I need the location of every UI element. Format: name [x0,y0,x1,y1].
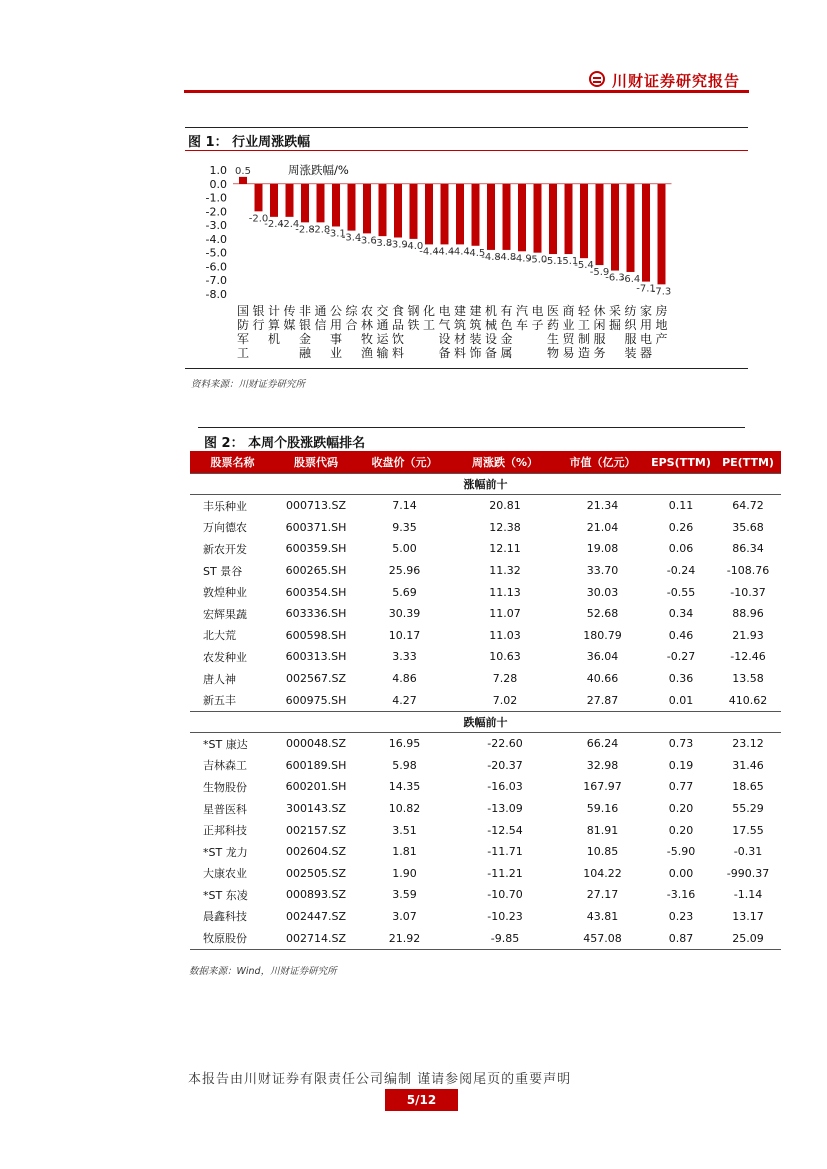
cell-stock-name: 生物股份 [203,780,247,794]
bar-商业贸易 [565,184,573,254]
bar-轻工制造 [580,184,588,258]
cell-weekly-change: 7.02 [492,693,518,707]
cell-pe: -12.46 [730,650,766,664]
cell-weekly-change: -11.71 [487,845,523,859]
category-label: 建筑装饰 [469,304,482,360]
cell-market-cap: 104.22 [583,866,622,880]
bar-value-label: -6.3 [605,272,625,284]
cell-stock-code: 002505.SZ [285,866,346,880]
bar-通信 [317,184,325,223]
bar-value-label: -5.0 [527,254,548,266]
cell-market-cap: 167.97 [583,780,622,794]
company-logo-icon [589,71,605,87]
cell-weekly-change: 10.63 [489,650,521,664]
bar-电气设备 [441,184,449,245]
bar-电子 [534,184,542,253]
stock-ranking-table [190,451,781,950]
cell-close-price: 3.59 [392,888,417,902]
category-label: 钢铁 [407,304,420,332]
y-tick-label: 0.0 [209,177,227,191]
cell-pe: 18.65 [732,780,764,794]
bar-交通运输 [379,184,387,236]
cell-stock-code: 600313.SH [285,650,347,664]
table-row [190,776,781,798]
cell-weekly-change: -9.85 [452,927,558,949]
category-label: 计算机 [267,304,281,346]
cell-weekly-change: 12.11 [489,542,521,556]
cell-close-price: 10.82 [388,802,421,816]
report-header-title: 川财证券研究报告 [612,72,741,90]
cell-pe: 35.68 [732,520,764,534]
bar-建筑材料 [456,184,464,245]
cell-weekly-change: 20.81 [489,499,521,513]
category-label: 房地产 [655,304,668,346]
cell-close-price: 3.51 [392,823,417,837]
cell-eps: -3.16 [666,888,696,902]
cell-stock-name: 正邦科技 [203,824,247,838]
category-label: 汽车 [515,304,529,332]
cell-pe: -1.14 [733,888,763,902]
cell-eps: 0.36 [668,672,694,686]
bar-综合 [348,184,356,231]
table-row [190,646,781,668]
figure1-bottom-rule [185,368,748,369]
cell-market-cap: 10.85 [586,845,619,859]
y-tick-label: -5.0 [205,246,227,260]
bar-value-label: -2.0 [248,213,269,225]
cell-pe: 21.93 [732,628,764,642]
bar-非银金融 [301,184,309,223]
cell-stock-name: 唐人神 [203,672,236,686]
table-row [190,884,781,906]
cell-close-price: 25.96 [388,564,421,578]
bar-value-label: -3.1 [326,228,346,240]
cell-stock-code: 600598.SH [285,628,347,642]
cell-stock-code: 600354.SH [285,585,347,599]
cell-stock-name: 大康农业 [203,867,247,881]
bar-value-label: -2.8 [310,224,331,236]
cell-eps: 0.11 [668,499,694,513]
bar-房地产 [658,184,666,285]
category-label: 建筑材料 [453,304,467,360]
bar-value-label: -3.6 [357,235,377,247]
cell-close-price: 16.95 [388,737,421,751]
cell-stock-name: 吉林森工 [203,759,247,773]
table-row [190,732,781,754]
bar-计算机 [270,184,278,217]
header-eps: EPS(TTM) [647,451,715,474]
cell-stock-code: 002604.SZ [285,845,346,859]
cell-stock-name: *ST 康达 [203,737,248,751]
figure2-top-rule [198,427,745,428]
category-label: 医药生物 [546,304,560,360]
table-header-row [190,451,781,474]
category-label: 通信 [314,304,327,332]
bar-value-label: -4.0 [403,240,424,252]
category-label: 综合 [345,304,358,332]
cell-market-cap: 52.68 [586,607,619,621]
header-stock-name: 股票名称 [190,451,275,474]
category-label: 交通运输 [376,304,389,360]
figure1-title-rule [185,150,748,151]
table-row [190,495,781,517]
bar-value-label: -4.9 [512,253,532,265]
figure2-source: 数据来源：Wind，川财证券研究所 [189,966,337,977]
industry-weekly-change-chart [185,152,748,367]
category-label: 电子 [531,304,544,332]
category-label: 有色金属 [500,304,513,360]
gainers-section-row [190,474,781,495]
cell-stock-code: 600371.SH [285,520,347,534]
bar-value-label: -5.1 [543,256,563,268]
cell-stock-code: 600189.SH [285,758,347,772]
cell-weekly-change: 12.38 [489,520,521,534]
cell-stock-name: *ST 龙力 [203,845,248,859]
cell-market-cap: 457.08 [558,927,647,949]
cell-pe: 64.72 [732,499,764,513]
category-label: 非银金融 [298,304,312,360]
bar-传媒 [286,184,294,217]
footer-disclaimer: 本报告由川财证券有限责任公司编制 谨请参阅尾页的重要声明 [188,1072,572,1087]
bar-采掘 [611,184,619,271]
cell-eps: 0.46 [668,628,694,642]
bar-钢铁 [410,184,418,239]
table-row [190,689,781,711]
cell-eps: 0.01 [668,693,694,707]
bar-农林牧渔 [363,184,371,234]
bar-纺织服装 [627,184,635,272]
bar-value-label: -5.4 [574,260,594,272]
category-label: 采掘 [608,304,622,332]
category-label: 食品饮料 [391,304,405,360]
bar-value-label: -4.4 [419,246,439,258]
cell-pe: 13.58 [732,672,764,686]
header-market-cap: 市值（亿元） [558,451,647,474]
figure2-title: 图 2： 本周个股涨跌幅排名 [204,436,366,451]
bar-建筑装饰 [472,184,480,246]
header-divider [184,90,749,93]
cell-weekly-change: -12.54 [487,823,523,837]
header-weekly-change: 周涨跌（%） [452,451,558,474]
table-row [190,863,781,885]
cell-eps: 0.77 [668,780,694,794]
cell-market-cap: 32.98 [586,758,619,772]
cell-market-cap: 66.24 [586,737,619,751]
category-label: 化工 [422,304,436,332]
category-label: 商业贸易 [562,304,575,360]
cell-eps: 0.20 [668,823,694,837]
table-row [190,927,781,949]
y-tick-label: -7.0 [205,274,227,288]
cell-eps: 0.26 [668,520,694,534]
category-label: 农林牧渔 [360,304,374,360]
bar-value-label: -4.8 [481,251,501,263]
figure1-source: 资料来源：川财证券研究所 [191,379,306,390]
y-tick-label: -6.0 [205,260,227,274]
cell-market-cap: 43.81 [586,909,619,923]
cell-stock-name: 新五丰 [203,694,236,708]
cell-market-cap: 30.03 [586,585,619,599]
cell-stock-code: 002157.SZ [285,823,346,837]
figure1-title: 图 1： 行业周涨跌幅 [188,135,311,150]
table-row [190,906,781,928]
cell-eps: 0.73 [668,737,694,751]
bar-value-label: -3.4 [341,232,362,244]
cell-close-price: 3.07 [392,909,417,923]
cell-stock-code: 000893.SZ [285,888,346,902]
cell-pe: 13.17 [732,909,764,923]
cell-stock-name: 敦煌种业 [203,586,247,600]
bar-value-label: -4.4 [434,246,455,258]
cell-stock-code: 300143.SZ [285,802,346,816]
table-row [190,798,781,820]
chart-legend-label: 周涨跌幅/% [288,163,349,177]
cell-pe: -990.37 [726,866,770,880]
section-label: 涨幅前十 [190,474,781,495]
category-label: 公用事业 [329,304,343,360]
header-close-price: 收盘价（元） [357,451,452,474]
losers-section-row [190,711,781,732]
cell-market-cap: 40.66 [586,672,619,686]
category-label: 传媒 [283,304,296,332]
cell-stock-code: 002714.SZ [275,927,357,949]
bar-国防军工 [239,177,247,184]
cell-close-price: 21.92 [357,927,452,949]
bar-value-label: -5.1 [558,256,579,268]
bar-化工 [425,184,433,245]
cell-stock-code: 600359.SH [285,542,347,556]
bar-value-label: -4.4 [450,246,470,258]
cell-eps: 0.20 [668,802,694,816]
bar-value-label: -7.1 [636,283,656,295]
cell-market-cap: 27.87 [586,693,619,707]
cell-close-price: 14.35 [388,780,421,794]
cell-close-price: 7.14 [392,499,417,513]
y-tick-label: -1.0 [205,191,227,205]
bar-银行 [255,184,263,212]
y-tick-label: -2.0 [205,205,227,219]
table-row [190,517,781,539]
cell-stock-name: 丰乐种业 [203,499,247,513]
cell-stock-code: 600975.SH [285,693,347,707]
cell-stock-name: 牧原股份 [190,927,275,949]
table-row [190,819,781,841]
bar-休闲服务 [596,184,604,265]
cell-eps: 0.34 [668,607,694,621]
cell-market-cap: 19.08 [586,542,619,556]
cell-stock-name: 万向德农 [203,521,247,535]
cell-close-price: 5.69 [392,585,417,599]
cell-stock-code: 002447.SZ [285,909,346,923]
cell-pe: 410.62 [728,693,768,707]
cell-weekly-change: 11.32 [489,564,521,578]
table-row [190,841,781,863]
cell-weekly-change: -10.23 [487,909,523,923]
category-label: 国防军工 [236,304,250,360]
category-label: 轻工制造 [577,304,591,360]
bar-value-label: -5.9 [589,267,610,279]
cell-close-price: 10.17 [388,628,421,642]
y-tick-label: 1.0 [209,164,227,177]
bar-value-label: -4.8 [496,251,517,263]
cell-stock-code: 600265.SH [285,564,347,578]
category-label: 电气设备 [438,304,451,360]
cell-weekly-change: -10.70 [487,888,523,902]
bar-value-label: -3.8 [372,238,393,250]
cell-pe: 17.55 [732,823,764,837]
cell-stock-code: 000713.SZ [285,499,346,513]
category-label: 机械设备 [484,304,498,360]
cell-stock-name: 北大荒 [203,629,236,643]
bar-value-label: -2.4 [264,218,284,230]
cell-close-price: 4.86 [392,672,417,686]
cell-close-price: 1.90 [392,866,417,880]
y-tick-label: -3.0 [205,219,227,233]
cell-eps: -5.90 [666,845,696,859]
cell-pe: 31.46 [732,758,764,772]
cell-stock-code: 000048.SZ [285,737,346,751]
cell-pe: 86.34 [732,542,764,556]
cell-weekly-change: 11.13 [489,585,521,599]
bar-公用事业 [332,184,340,227]
header-stock-code: 股票代码 [275,451,357,474]
bar-value-label: -7.3 [651,286,672,298]
cell-market-cap: 36.04 [586,650,619,664]
cell-stock-name: 星普医科 [203,802,247,816]
cell-weekly-change: 11.07 [489,607,521,621]
cell-stock-name: *ST 东凌 [203,888,248,902]
table-row [190,755,781,777]
bar-食品饮料 [394,184,402,238]
y-tick-label: -4.0 [205,232,227,246]
cell-close-price: 3.33 [392,650,417,664]
cell-weekly-change: -22.60 [487,737,523,751]
bar-value-label: -3.9 [388,239,408,251]
cell-pe: -10.37 [730,585,766,599]
figure1-top-rule [185,127,748,128]
bar-value-label: -2.4 [279,218,300,230]
cell-market-cap: 33.70 [586,564,619,578]
cell-weekly-change: 11.03 [489,628,521,642]
cell-market-cap: 81.91 [586,823,619,837]
cell-stock-name: ST 景谷 [203,564,243,578]
cell-eps: 0.23 [668,909,694,923]
table-row [190,603,781,625]
header-pe: PE(TTM) [715,451,781,474]
cell-eps: -0.24 [666,564,696,578]
table-row [190,538,781,560]
table-row [190,560,781,582]
cell-stock-name: 宏辉果蔬 [203,607,247,621]
cell-eps: 0.87 [647,927,715,949]
table-row [190,581,781,603]
cell-pe: 25.09 [715,927,781,949]
category-label: 银行 [252,304,265,332]
cell-weekly-change: -16.03 [487,780,523,794]
cell-market-cap: 27.17 [586,888,619,902]
cell-close-price: 5.00 [392,542,417,556]
cell-stock-name: 晨鑫科技 [203,910,247,924]
cell-market-cap: 59.16 [586,802,619,816]
cell-stock-code: 002567.SZ [285,672,346,686]
cell-weekly-change: -11.21 [487,866,523,880]
bar-value-label: -6.4 [620,273,641,285]
cell-eps: 0.06 [668,542,694,556]
cell-eps: -0.55 [666,585,696,599]
cell-eps: -0.27 [666,650,696,664]
cell-weekly-change: -13.09 [487,802,523,816]
bar-汽车 [518,184,526,252]
cell-pe: -108.76 [726,564,770,578]
cell-market-cap: 180.79 [583,628,622,642]
bar-value-label: -2.8 [295,224,315,236]
cell-pe: -0.31 [733,845,763,859]
cell-close-price: 30.39 [388,607,421,621]
category-label: 休闲服务 [593,304,606,360]
cell-pe: 23.12 [732,737,764,751]
cell-stock-code: 603336.SH [285,607,347,621]
cell-market-cap: 21.04 [586,520,619,534]
cell-close-price: 9.35 [392,520,417,534]
cell-eps: 0.19 [668,758,694,772]
bar-value-label: 0.5 [235,165,251,177]
cell-close-price: 4.27 [392,693,417,707]
cell-pe: 88.96 [732,607,764,621]
cell-stock-name: 农发种业 [203,650,247,664]
bar-有色金属 [503,184,511,250]
section-label: 跌幅前十 [190,711,781,732]
y-tick-label: -8.0 [205,288,227,301]
cell-close-price: 1.81 [392,845,417,859]
cell-pe: 55.29 [732,802,764,816]
table-row [190,625,781,647]
page-number: 5/12 [385,1089,458,1111]
bar-家用电器 [642,184,650,282]
cell-stock-code: 600201.SH [285,780,347,794]
cell-market-cap: 21.34 [586,499,619,513]
cell-stock-name: 新农开发 [203,542,247,556]
cell-eps: 0.00 [668,866,694,880]
category-label: 纺织服装 [624,304,637,360]
table-row [190,668,781,690]
bar-value-label: -4.5 [465,247,486,259]
bar-机械设备 [487,184,495,250]
cell-weekly-change: 7.28 [492,672,518,686]
cell-close-price: 5.98 [392,758,417,772]
cell-weekly-change: -20.37 [487,758,523,772]
category-label: 家用电器 [639,304,653,360]
bar-医药生物 [549,184,557,254]
